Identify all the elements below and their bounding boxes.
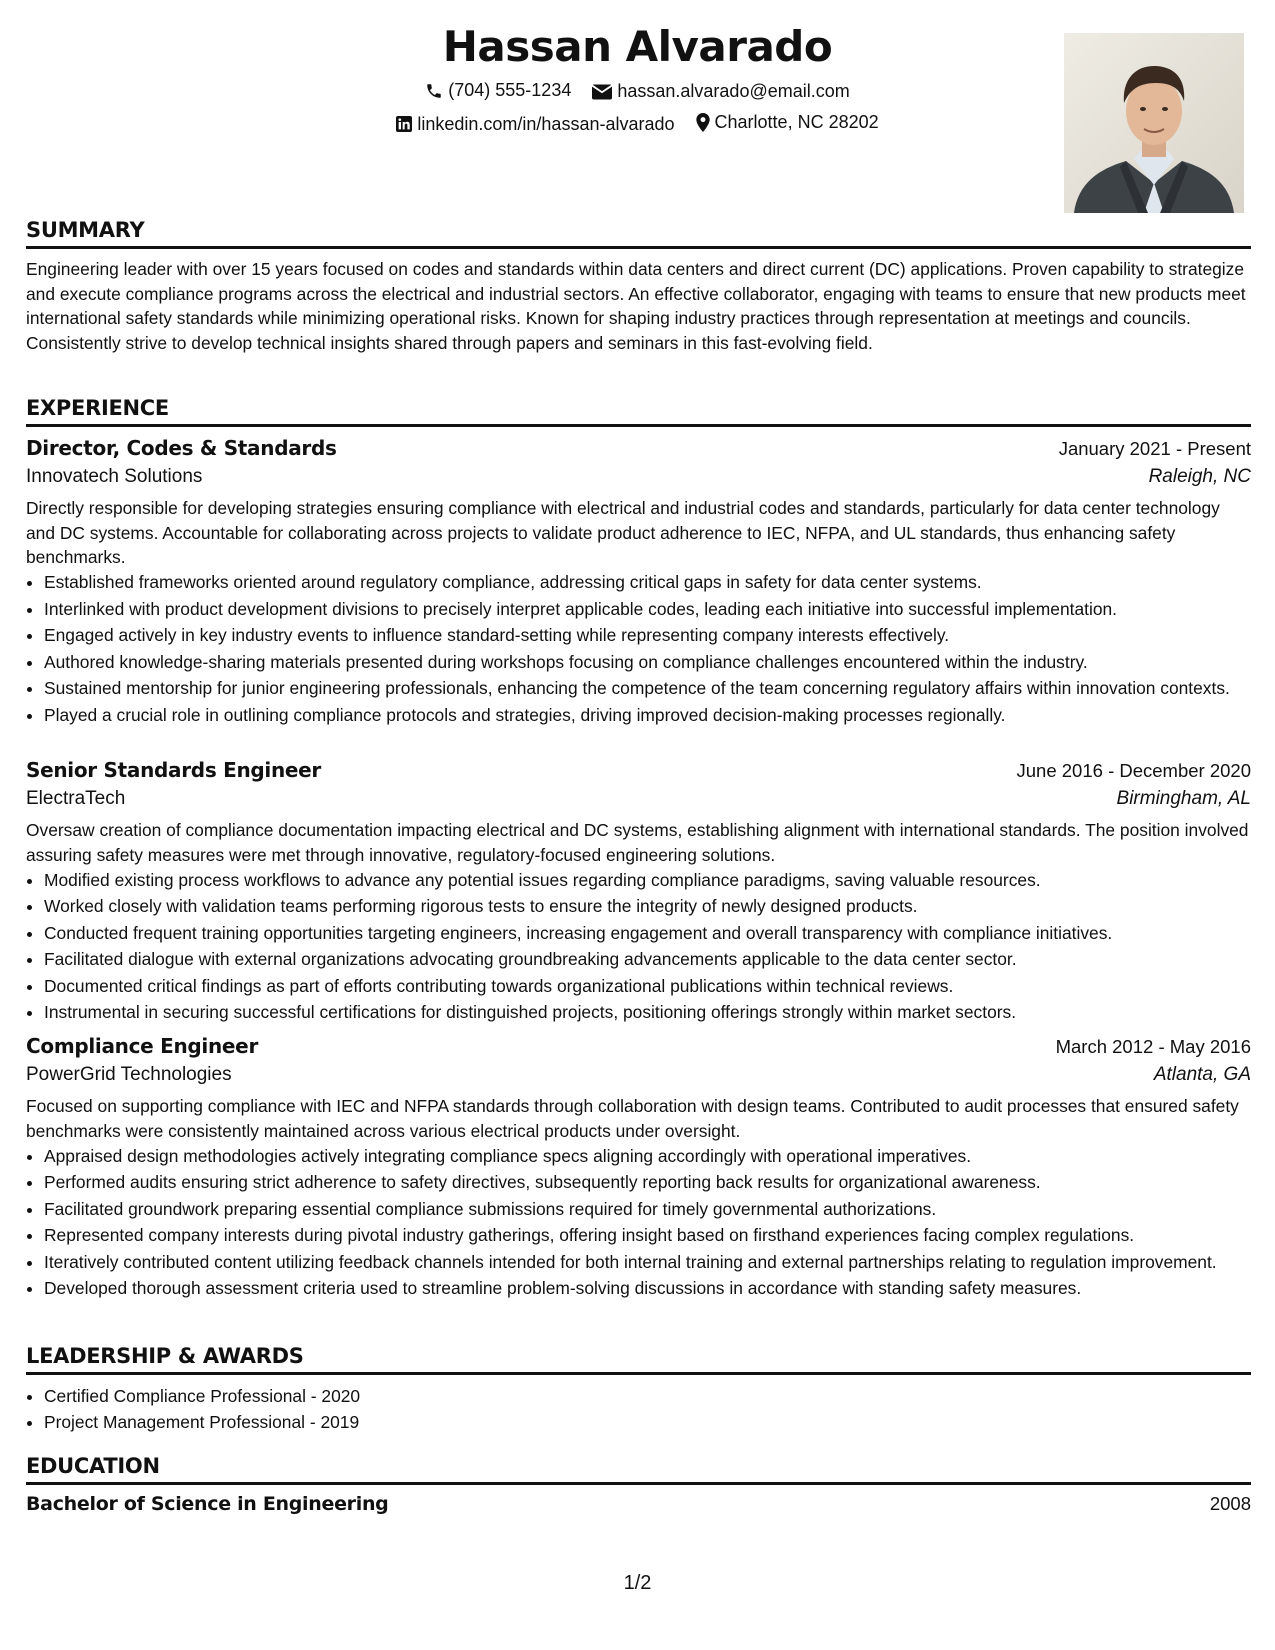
bullet-item: • Appraised design methodologies actively integrating compliance specs aligning accordingly with operational imperatives. [44,1143,1251,1168]
portrait-illustration [1064,33,1244,213]
job-date: January 2021 - Present [1058,438,1251,459]
summary-text: Engineering leader with over 15 years focused on codes and standards within data centers and direct current (DC) applications. Proven capability to strategize and execute compliance programs across the electrical and industrial sectors. An effective collaborator, engaging with teams to ensure that new products meet international safety standards while minimizing operational risks. Known for shaping industry practices through representation at meetings and councils. Consistently strive to develop technical insights shared through papers and seminars in this fast-evolving field. [26,259,1246,353]
job-bullets [26,570,1251,728]
bullet-item: • Performed audits ensuring strict adherence to safety directives, subsequently reporting back results for organizational awareness. [44,1170,1251,1195]
bullet-item: • Instrumental in securing successful certifications for distinguished projects, positioning offerings strongly within market sectors. [44,1000,1251,1025]
awards-list [26,1383,1251,1435]
bullet-item: • Played a crucial role in outlining compliance protocols and strategies, driving improved decision-making processes regionally. [44,702,1251,727]
education-section [26,1454,1251,1515]
bullet-item: • Worked closely with validation teams performing rigorous tests to ensure the integrity of newly designed products. [44,894,1251,919]
summary-section [26,218,1251,355]
job-company: PowerGrid Technologies [26,1064,232,1085]
profile-photo [1064,33,1244,213]
location-text: Charlotte, NC 28202 [714,112,879,132]
award-item: • Certified Compliance Professional - 2020 [44,1383,1251,1408]
education-heading: EDUCATION [26,1454,1251,1485]
job-title: Director, Codes & Standards [26,436,337,460]
bullet-item: • Authored knowledge-sharing materials presented during workshops focusing on compliance challenges encountered within the industry. [44,649,1251,674]
job-date: March 2012 - May 2016 [1055,1036,1251,1057]
bullet-item: • Developed thorough assessment criteria used to streamline problem-solving discussions in accordance with standing safety measures. [44,1276,1251,1301]
contact-email[interactable] [592,81,849,102]
bullet-item: • Modified existing process workflows to advance any potential issues regarding compliance paradigms, saving valuable resources. [44,867,1251,892]
job-date: June 2016 - December 2020 [1016,760,1251,781]
contact-location [696,112,879,133]
linkedin-icon [396,116,412,132]
job-title: Compliance Engineer [26,1034,259,1058]
job-entry [26,758,1251,1026]
job-bullets [26,867,1251,1025]
bullet-item: • Iteratively contributed content utilizing feedback channels intended for both internal training and external partnerships relating to regulation improvement. [44,1249,1251,1274]
job-entry [26,1034,1251,1302]
phone-text: (704) 555-1234 [448,80,572,100]
job-bullets [26,1143,1251,1301]
experience-heading: EXPERIENCE [26,396,1251,427]
job-title: Senior Standards Engineer [26,758,321,782]
candidate-name: Hassan Alvarado [442,22,833,71]
leadership-heading: LEADERSHIP & AWARDS [26,1344,1251,1375]
bullet-item: • Facilitated dialogue with external organizations advocating groundbreaking advancements applicable to the data center sector. [44,947,1251,972]
map-pin-icon [696,113,710,132]
job-company: Innovatech Solutions [26,466,203,487]
experience-section [26,396,1251,427]
contact-phone [425,80,571,101]
job-description: Focused on supporting compliance with IEC and NFPA standards through collaboration with design teams. Contributed to audit processes that ensured safety benchmarks were consistently maintained across various electrical products under oversight. [26,1096,1239,1141]
bullet-item: • Established frameworks oriented around regulatory compliance, addressing critical gaps in safety for data center systems. [44,570,1251,595]
bullet-item: • Interlinked with product development divisions to precisely interpret applicable codes, leading each initiative into successful implementation. [44,596,1251,621]
envelope-icon [592,84,612,100]
job-location: Raleigh, NC [1148,466,1251,487]
job-company: ElectraTech [26,788,126,809]
award-item: • Project Management Professional - 2019 [44,1410,1251,1435]
page-number: 1/2 [623,1572,652,1594]
bullet-item: • Sustained mentorship for junior engineering professionals, enhancing the competence of the team concerning regulatory affairs within innovation contexts. [44,676,1251,701]
summary-heading: SUMMARY [26,218,1251,249]
job-location: Atlanta, GA [1153,1064,1251,1085]
phone-icon [425,82,443,100]
contact-linkedin[interactable] [396,114,674,135]
bullet-item: • Documented critical findings as part of efforts contributing towards organizational publications within technical reviews. [44,973,1251,998]
bullet-item: • Conducted frequent training opportunities targeting engineers, increasing engagement and overall transparency with compliance initiatives. [44,920,1251,945]
job-description: Directly responsible for developing strategies ensuring compliance with electrical and industrial codes and standards, particularly for data center technology and DC systems. Accountable for collaborating across projects to validate product adherence to IEC, NFPA, and UL standards, thus enhancing safety benchmarks. [26,498,1220,567]
bullet-item: • Represented company interests during pivotal industry gatherings, offering insight based on firsthand experiences facing complex regulations. [44,1223,1251,1248]
job-entry [26,436,1251,729]
job-location: Birmingham, AL [1116,788,1251,809]
linkedin-text[interactable]: linkedin.com/in/hassan-alvarado [417,113,675,134]
degree-year: 2008 [1209,1493,1251,1514]
degree-title: Bachelor of Science in Engineering [26,1493,389,1515]
leadership-section [26,1344,1251,1436]
bullet-item: • Facilitated groundwork preparing essential compliance submissions required for timely governmental authorizations. [44,1196,1251,1221]
bullet-item: • Engaged actively in key industry events to influence standard-setting while representing company interests effectively. [44,623,1251,648]
job-description: Oversaw creation of compliance documentation impacting electrical and DC systems, establishing alignment with international standards. The position involved assuring safety measures were met through innovative, regulatory-focused engineering solutions. [26,820,1249,865]
email-text[interactable]: hassan.alvarado@email.com [617,81,850,101]
